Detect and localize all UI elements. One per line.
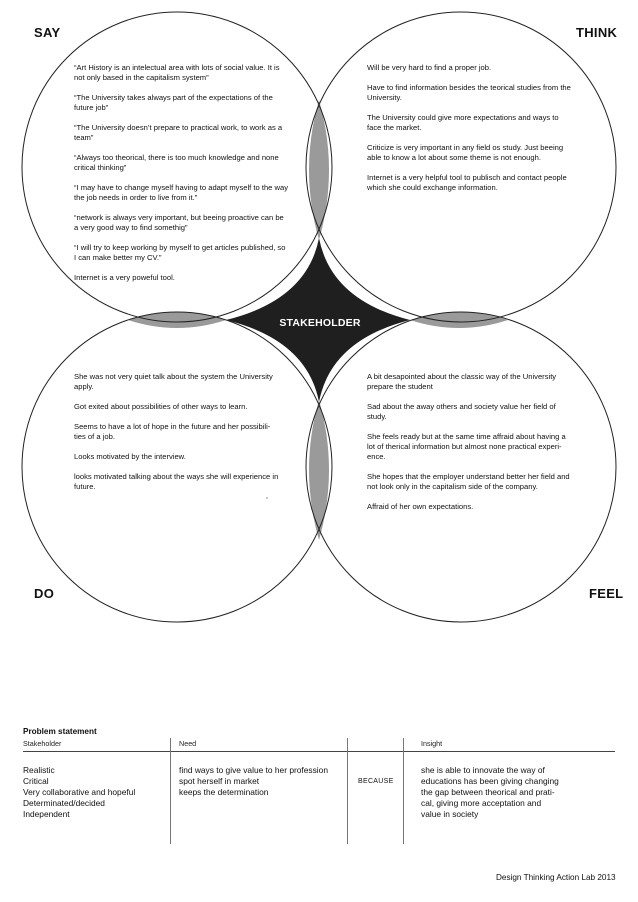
need-text: [179, 765, 344, 798]
say-quote: “network is always very important, but beeing proactive can be a very good way to find somethig”: [74, 213, 284, 232]
say-quote: Internet is a very poweful tool.: [74, 273, 175, 282]
feel-item: She hopes that the employer understand better her field and not look only in the capitalism side of the company.: [367, 472, 570, 491]
footer-credit: Design Thinking Action Lab 2013: [496, 873, 616, 882]
insight-header: Insight: [421, 739, 443, 748]
need-line: keeps the determination: [179, 787, 269, 797]
trait: Critical: [23, 776, 49, 786]
say-quote: “I will try to keep working by myself to get articles published, so I can make better my CV.”: [74, 243, 286, 262]
insight-text: [421, 765, 591, 820]
insight-line: value in society: [421, 809, 479, 819]
bottom-lens: [309, 400, 329, 540]
say-quote: “I may have to change myself having to adapt myself to the way the job needs in order to live from it.”: [74, 183, 289, 202]
say-label: SAY: [34, 25, 61, 40]
do-item: looks motivated talking about the ways she will experience in future.: [74, 472, 279, 491]
need-line: find ways to give value to her profession: [179, 765, 328, 775]
because-label: BECAUSE: [358, 778, 394, 785]
trait: Very collaborative and hopeful: [23, 787, 136, 797]
think-label: THINK: [576, 25, 618, 40]
say-quote: “The University takes always part of the expectations of the future job”: [74, 93, 273, 112]
header-divider: [23, 751, 615, 752]
think-item: Criticize is very important in any field os study. Just beeing able to know a lot about some theme is not enough.: [367, 143, 564, 162]
problem-statement-title: Problem statement: [23, 727, 97, 736]
feel-label: FEEL: [589, 586, 624, 601]
say-quote: “Art History is an intelectual area with lots of social value. It is not only based in the capitalism system”: [74, 63, 280, 82]
do-quadrant: [74, 372, 284, 502]
left-lens: [128, 312, 226, 328]
say-quote: “Always too theorical, there is too much knowledge and none critical thinking”: [74, 153, 279, 172]
need-header: Need: [179, 739, 197, 748]
feel-item: Affraid of her own expectations.: [367, 502, 474, 511]
trait: Determinated/decided: [23, 798, 105, 808]
insight-line: she is able to innovate the way of: [421, 765, 545, 775]
feel-item: Sad about the away others and society value her field of study.: [367, 402, 556, 421]
think-item: Have to find information besides the teorical studies from the University.: [367, 83, 571, 102]
think-item: The University could give more expectations and ways to face the market.: [367, 113, 559, 132]
feel-quadrant: [367, 372, 575, 522]
do-label: DO: [34, 586, 55, 601]
column-divider: [347, 738, 348, 844]
do-item: Got exited about possibilities of other ways to learn.: [74, 402, 248, 411]
stakeholder-label: STAKEHOLDER: [279, 317, 361, 329]
column-divider: [403, 738, 404, 844]
feel-item: A bit desapointed about the classic way of the University prepare the student: [367, 372, 557, 391]
stakeholder-header: Stakeholder: [23, 739, 62, 748]
feel-item: She feels ready but at the same time affraid about having a lot of therical information but almost none practical experi- ence.: [367, 432, 566, 461]
think-item: Will be very hard to find a proper job.: [367, 63, 492, 72]
insight-line: cal, giving more acceptation and: [421, 798, 542, 808]
do-item: Looks motivated by the interview.: [74, 452, 186, 461]
need-line: spot herself in market: [179, 776, 260, 786]
do-item: She was not very quiet talk about the system the University apply.: [74, 372, 273, 391]
top-lens: [309, 100, 329, 240]
think-item: Internet is a very helpful tool to publisch and contact people which she could exchange information.: [367, 173, 567, 192]
column-divider: [170, 738, 171, 844]
trait: Realistic: [23, 765, 55, 775]
say-quadrant: [74, 63, 288, 293]
stakeholder-traits: [23, 765, 163, 820]
think-quadrant: [367, 63, 571, 203]
insight-line: educations has been giving changing: [421, 776, 559, 786]
right-lens: [410, 312, 508, 328]
insight-line: the gap between theorical and prati-: [421, 787, 555, 797]
do-item: Seems to have a lot of hope in the future and her possibili- ties of a job.: [74, 422, 271, 441]
trait: Independent: [23, 809, 70, 819]
say-quote: “The University doesn’t prepare to practical work, to work as a team”: [74, 123, 283, 142]
